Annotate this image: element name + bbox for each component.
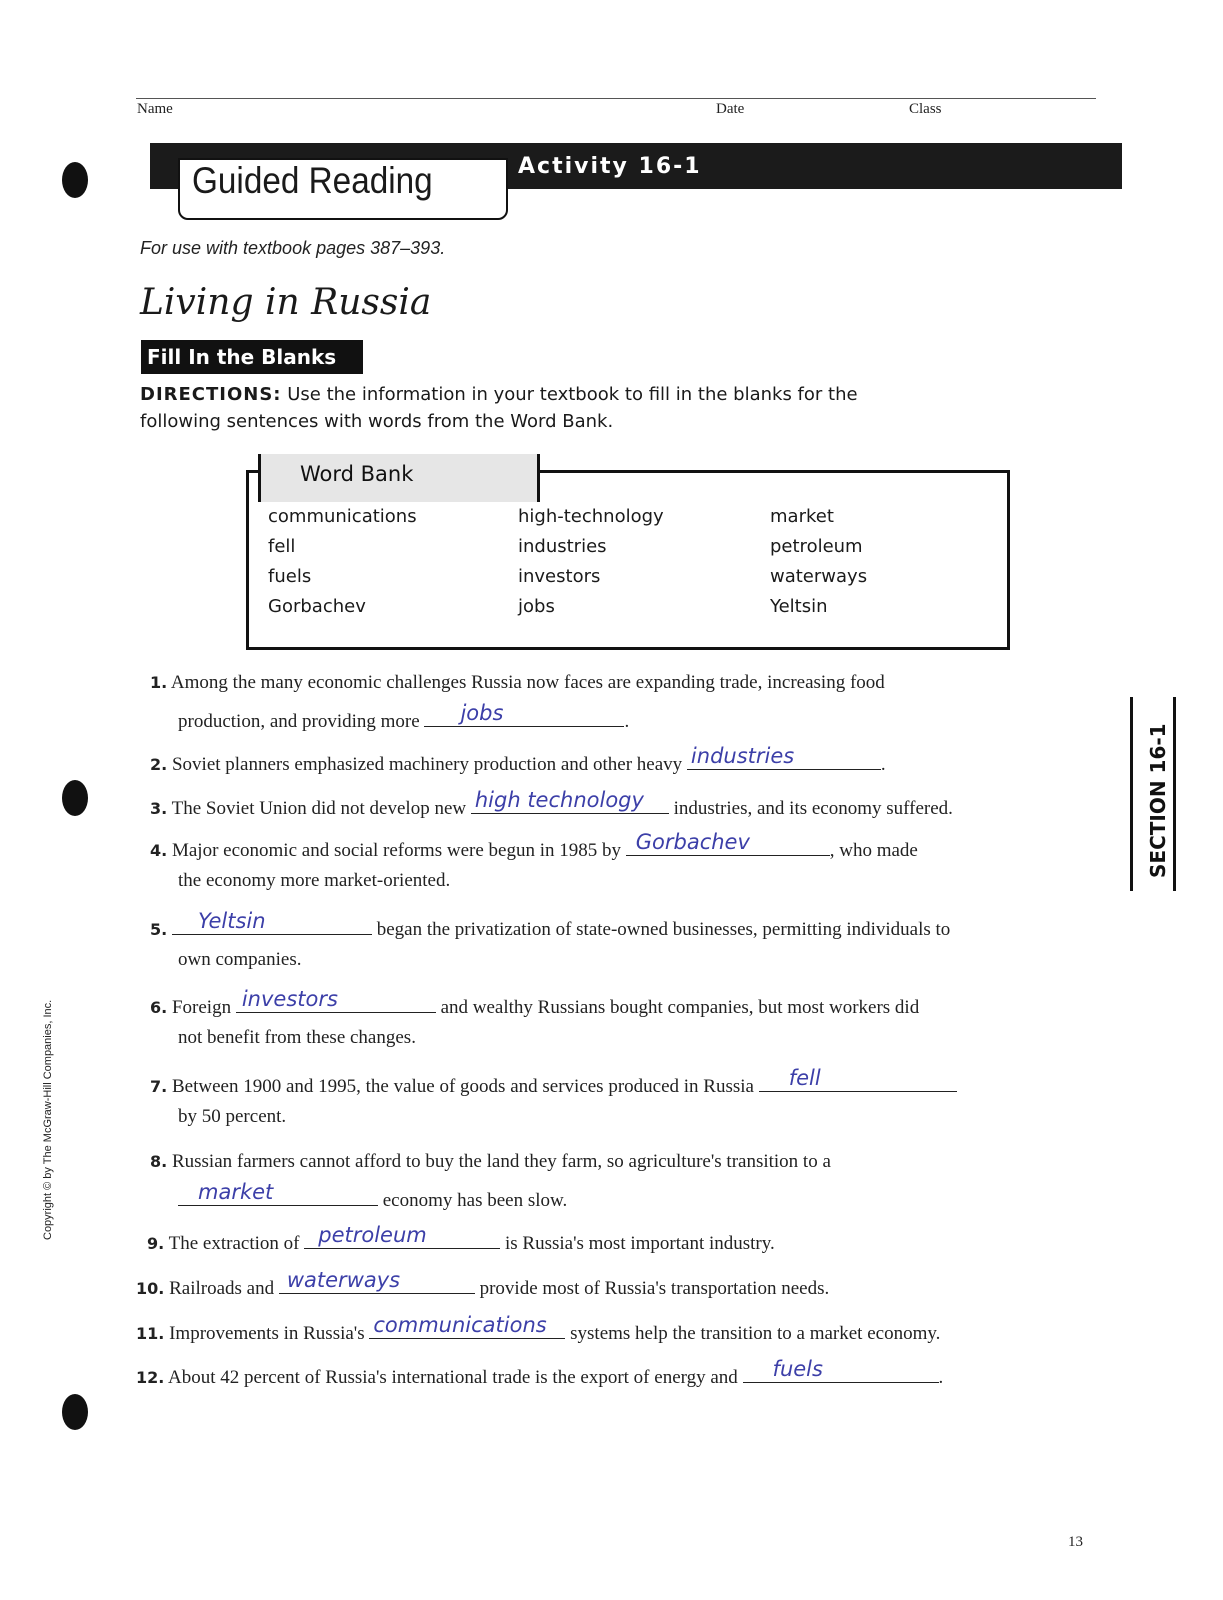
- question-number: 11.: [136, 1324, 165, 1343]
- question-number: 1.: [150, 673, 168, 692]
- question-5-continuation: own companies.: [178, 949, 302, 970]
- question-number: 8.: [150, 1152, 168, 1171]
- question-11: [136, 1313, 941, 1345]
- question-text: Soviet planners emphasized machinery production and other heavy: [171, 754, 683, 775]
- answer-blank[interactable]: [304, 1223, 500, 1249]
- binder-hole-bottom: [62, 1394, 88, 1430]
- question-text: Between 1900 and 1995, the value of goods and services produced in Russia: [171, 1076, 754, 1097]
- question-text: The Soviet Union did not develop new: [171, 798, 467, 819]
- question-12: [136, 1357, 944, 1389]
- handwritten-answer: jobs: [460, 701, 504, 725]
- binder-hole-middle: [62, 780, 88, 816]
- question-text: The extraction of: [168, 1233, 300, 1254]
- question-1-line-2: [178, 701, 630, 733]
- handwritten-answer: petroleum: [318, 1223, 427, 1247]
- question-text: Major economic and social reforms were begun in 1985 by: [171, 840, 621, 861]
- question-number: 12.: [136, 1368, 165, 1387]
- answer-blank[interactable]: [279, 1268, 475, 1294]
- directions-text: Use the information in your textbook to fill in the blanks for the following sentences with words from the Word Bank.: [140, 384, 858, 432]
- word-bank-item: Yeltsin: [770, 596, 828, 617]
- question-number: 4.: [150, 841, 168, 860]
- class-label: Class: [909, 101, 942, 117]
- question-text: systems help the transition to a market economy.: [570, 1323, 941, 1344]
- question-number: 10.: [136, 1279, 165, 1298]
- question-text: Russian farmers cannot afford to buy the land they farm, so agriculture's transition to a: [171, 1151, 831, 1172]
- word-bank-item: industries: [518, 536, 607, 557]
- word-bank-item: petroleum: [770, 536, 863, 557]
- answer-blank[interactable]: [471, 788, 669, 814]
- handwritten-answer: industries: [690, 744, 795, 768]
- question-text: , who made: [829, 840, 918, 861]
- word-bank-item: waterways: [770, 566, 868, 587]
- question-6-continuation: not benefit from these changes.: [178, 1027, 416, 1048]
- page-number: 13: [1068, 1534, 1083, 1550]
- directions-label: DIRECTIONS:: [140, 384, 282, 405]
- question-1: [150, 672, 885, 694]
- word-bank-item: communications: [268, 506, 417, 527]
- binder-hole-top: [62, 162, 88, 198]
- handwritten-answer: high technology: [474, 788, 644, 812]
- copyright-notice: Copyright © by The McGraw-Hill Companies, Inc.: [42, 999, 54, 1240]
- handwritten-answer: waterways: [286, 1268, 401, 1292]
- question-text: About 42 percent of Russia's international trade is the export of energy and: [168, 1367, 738, 1388]
- handwritten-answer: fuels: [772, 1357, 823, 1381]
- question-text: Foreign: [171, 997, 232, 1018]
- handwritten-answer: Yeltsin: [197, 909, 266, 933]
- question-text: .: [880, 754, 886, 775]
- answer-blank[interactable]: [178, 1180, 378, 1206]
- question-8: [150, 1151, 831, 1173]
- answer-blank[interactable]: [743, 1357, 939, 1383]
- handwritten-answer: communications: [373, 1313, 547, 1337]
- activity-label: Activity 16-1: [518, 154, 702, 179]
- word-bank-title: Word Bank: [300, 462, 414, 486]
- question-4: [150, 830, 918, 862]
- word-bank-item: market: [770, 506, 834, 527]
- name-label: Name: [137, 101, 173, 117]
- question-6: [150, 987, 920, 1019]
- question-text: is Russia's most important industry.: [504, 1233, 775, 1254]
- section-heading: Fill In the Blanks: [141, 340, 363, 374]
- answer-blank[interactable]: [424, 701, 624, 727]
- question-number: 9.: [147, 1234, 165, 1253]
- page-title: Living in Russia: [140, 282, 432, 323]
- handwritten-answer: market: [198, 1180, 274, 1204]
- answer-blank[interactable]: [759, 1066, 957, 1092]
- question-5: [150, 909, 951, 941]
- question-10: [136, 1268, 830, 1300]
- handwritten-answer: investors: [241, 987, 338, 1011]
- question-text: production, and providing more: [178, 711, 420, 732]
- answer-blank[interactable]: [172, 909, 372, 935]
- question-8-line-2: [178, 1180, 568, 1212]
- word-bank-item: fell: [268, 536, 296, 557]
- guided-reading-label: Guided Reading: [192, 160, 433, 201]
- textbook-pages: For use with textbook pages 387–393.: [140, 238, 446, 258]
- question-number: 3.: [150, 799, 168, 818]
- question-text: Among the many economic challenges Russia now faces are expanding trade, increasing food: [170, 672, 885, 693]
- word-bank-item: fuels: [268, 566, 312, 587]
- question-number: 7.: [150, 1077, 168, 1096]
- section-side-tab-label: SECTION 16-1: [1146, 723, 1170, 878]
- question-number: 5.: [150, 920, 168, 939]
- word-bank-item: Gorbachev: [268, 596, 366, 617]
- question-text: industries, and its economy suffered.: [673, 798, 953, 819]
- header-rule: [136, 98, 1096, 99]
- directions: [140, 381, 900, 435]
- word-bank-item: jobs: [518, 596, 555, 617]
- question-7-continuation: by 50 percent.: [178, 1106, 287, 1127]
- question-text: Improvements in Russia's: [169, 1323, 365, 1344]
- question-2: [150, 744, 886, 776]
- question-text: began the privatization of state-owned businesses, permitting individuals to: [376, 919, 951, 940]
- word-bank-item: high-technology: [518, 506, 664, 527]
- question-number: 2.: [150, 755, 168, 774]
- answer-blank[interactable]: [236, 987, 436, 1013]
- answer-blank[interactable]: [369, 1313, 565, 1339]
- question-3: [150, 788, 953, 820]
- handwritten-answer: Gorbachev: [635, 830, 750, 854]
- answer-blank[interactable]: [687, 744, 881, 770]
- question-text: and wealthy Russians bought companies, but most workers did: [440, 997, 920, 1018]
- answer-blank[interactable]: [626, 830, 830, 856]
- question-9: [147, 1223, 775, 1255]
- question-text: .: [938, 1367, 944, 1388]
- question-text: .: [624, 711, 630, 732]
- date-label: Date: [716, 101, 745, 117]
- question-text: economy has been slow.: [382, 1190, 568, 1211]
- question-text: Railroads and: [169, 1278, 275, 1299]
- word-bank-item: investors: [518, 566, 601, 587]
- question-4-continuation: the economy more market-oriented.: [178, 870, 451, 891]
- question-number: 6.: [150, 998, 168, 1017]
- question-text: provide most of Russia's transportation needs.: [479, 1278, 830, 1299]
- question-7: [150, 1066, 957, 1098]
- handwritten-answer: fell: [788, 1066, 821, 1090]
